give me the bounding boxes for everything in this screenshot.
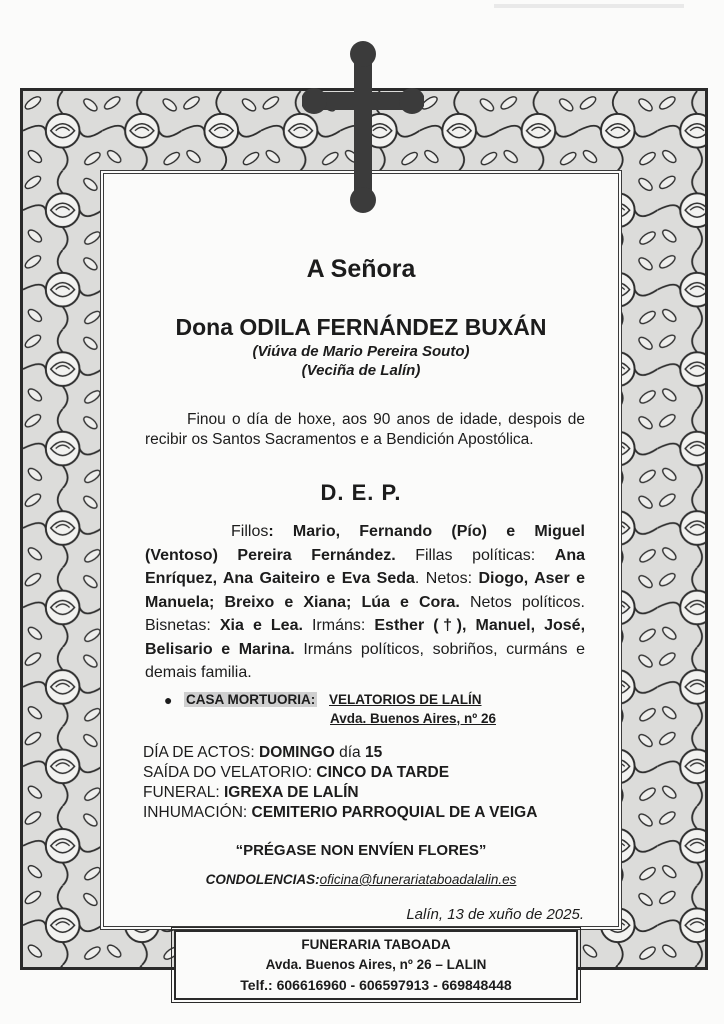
family-list [145, 520, 585, 685]
death-notice [145, 410, 585, 450]
inlaws-names: Ana Enríquez, Ana Gaiteiro e Eva Seda [145, 546, 585, 587]
company-name: FUNERARIA TABOADA [301, 937, 451, 952]
salutation-title: A Señora [306, 255, 416, 283]
residence-note: (Veciña de Lalín) [301, 362, 421, 379]
grandchildren-names: Diogo, Aser e Manuela; Breixo e Xiana; Lúa e Cora. [145, 570, 586, 611]
children-names: : Mario, Fernando (Pío) e Miguel (Ventoso) Pereira Fernández. [145, 523, 585, 564]
funeral-home-name: VELATORIOS DE LALÍN [329, 692, 482, 707]
great-grandchildren-names: Xia e Lea. [219, 617, 303, 634]
rip-heading: D. E. P. [320, 480, 402, 505]
death-notice-text: Finou o día de hoxe, aos 90 anos de idade, despois de recibir os Santos Sacramentos e a Bendición Apostólica. [145, 411, 585, 448]
ceremony-day: DÍA DE ACTOS: DOMINGO día 15 [143, 744, 383, 761]
no-flowers-request: “PRÉGASE NON ENVÍEN FLORES” [235, 842, 487, 859]
siblings-label: Irmáns: [302, 617, 375, 634]
great-grandchildren-label: Netos políticos. Bisnetas: [145, 593, 586, 634]
deceased-name: Dona ODILA FERNÁNDEZ BUXÁN [175, 314, 547, 340]
inlaws-label: Fillas políticas: [395, 546, 555, 564]
condolences-label: CONDOLENCIAS: [205, 872, 320, 887]
date-line: Lalín, 13 de xuño de 2025. [406, 906, 584, 923]
scan-artifact [494, 4, 684, 8]
ceremony-details [143, 743, 537, 823]
funeral-location: FUNERAL: IGREXA DE LALÍN [143, 784, 359, 801]
funeral-home-address: Avda. Buenos Aires, nº 26 [330, 711, 496, 726]
children-label: Fillos [231, 523, 269, 540]
condolences [104, 872, 618, 887]
funeral-home-label: CASA MORTUORIA: [186, 692, 316, 707]
burial-location: INHUMACIÓN: CEMITERIO PARROQUIAL DE A VEIGA [143, 804, 538, 821]
company-address: Avda. Buenos Aires, nº 26 – LALIN [265, 957, 487, 972]
grandchildren-label: . Netos: [414, 570, 479, 587]
wake-departure: SAÍDA DO VELATORIO: CINCO DA TARDE [143, 764, 450, 781]
siblings-names: Esther (†), Manuel, José, Belisario e Marina. [145, 617, 586, 658]
company-phones: Telf.: 606616960 - 606597913 - 669848448 [240, 977, 512, 993]
condolences-email-link[interactable]: oficina@funerariataboadalalin.es [319, 872, 517, 887]
funeral-company-box [174, 930, 578, 1000]
cross-icon [302, 40, 424, 215]
widow-note: (Viúva de Mario Pereira Souto) [252, 343, 470, 360]
bullet-icon: ● [164, 692, 173, 708]
other-family: Irmáns políticos, sobriños, curmáns e demais familia. [145, 640, 586, 681]
